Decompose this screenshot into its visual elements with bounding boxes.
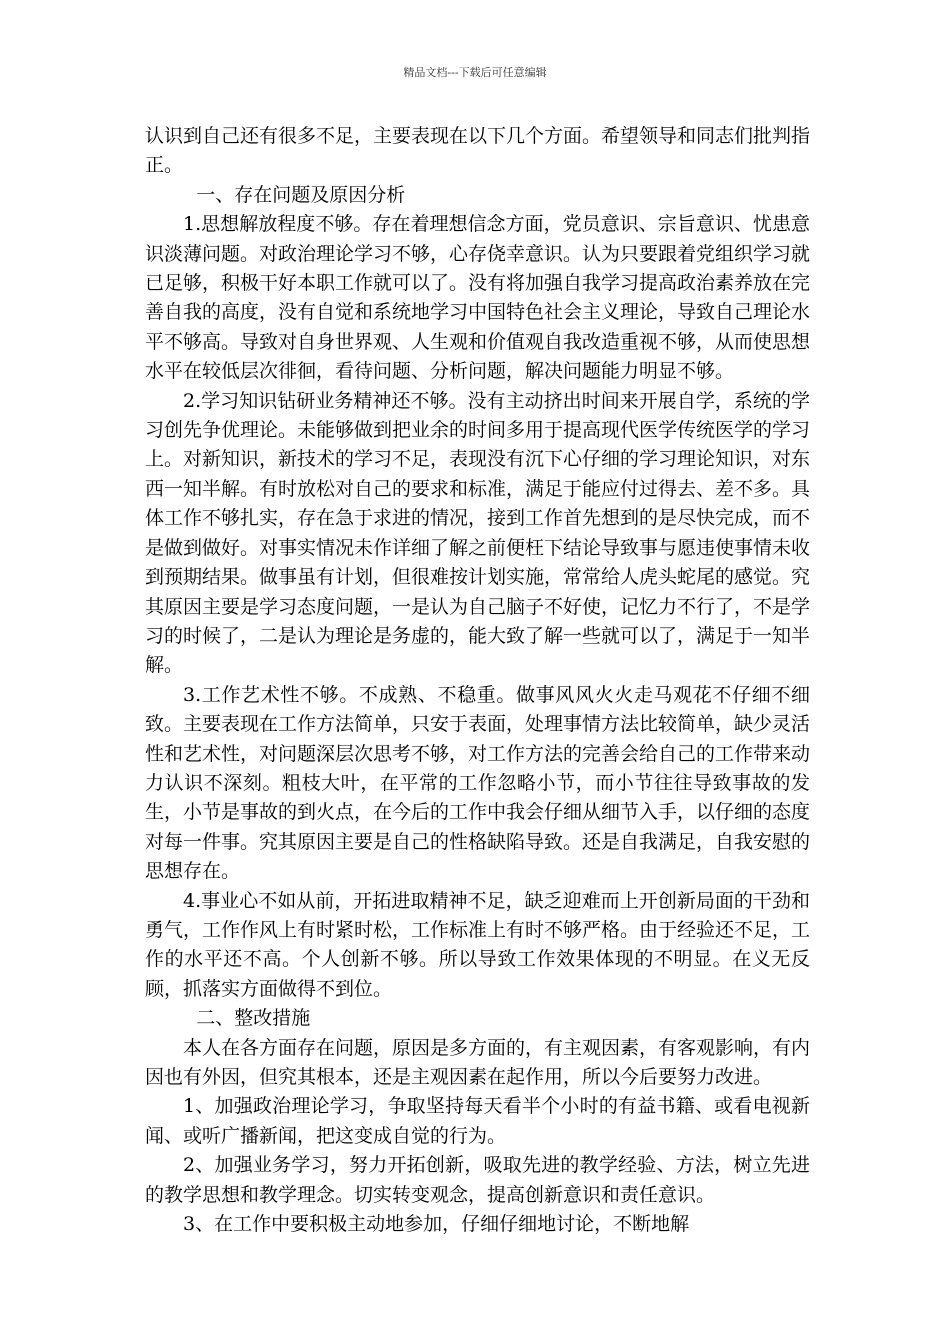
paragraph-problem-2: 2.学习知识钻研业务精神还不够。没有主动挤出时间来开展自学，系统的学习创先争优理论。未能够做到把业余的时间多用于提高现代医学传统医学的学习上。对新知识，新技术的学习不足，表现没有沉下心仔细的学习理论知识，对东西一知半解。有时放松对自己的要求和标准，满足于能应付过得去、差不多。具体工作不够扎实，存在急于求进的情况，接到工作首先想到的是尽快完成，而不是做到做好。对事实情况未作详细了解之前便枉下结论导致事与愿违使事情未收到预期结果。做事虽有计划，但很难按计划实施，常常给人虎头蛇尾的感觉。究其原因主要是学习态度问题，一是认为自己脑子不好使，记忆力不行了，不是学习的时候了，二是认为理论是务虚的，能大致了解一些就可以了，满足于一知半解。 [145,389,811,677]
paragraph-measure-3: 3、在工作中要积极主动地参加，仔细仔细地讨论，不断地解 [183,1213,690,1236]
paragraph-problem-4: 4.事业心不如从前，开拓进取精神不足，缺乏迎难而上开创新局面的干劲和勇气，工作作风上有时紧时松，工作标准上有时不够严格。由于经验还不足，工作的水平还不高。个人创新不够。所以导致工作效果体现的不明显。在义无反顾，抓落实方面做得不到位。 [145,889,811,1000]
section-heading-measures: 二、整改措施 [196,1007,311,1030]
paragraph-problem-1: 1.思想解放程度不够。存在着理想信念方面，党员意识、宗旨意识、忧患意识淡薄问题。对政治理论学习不够，心存侥幸意识。认为只要跟着党组织学习就已足够，积极干好本职工作就可以了。没有将加强自我学习提高政治素养放在完善自我的高度，没有自觉和系统地学习中国特色社会主义理论，导致自己理论水平不够高。导致对自身世界观、人生观和价值观自我改造重视不够，从而使思想水平在较低层次徘徊，看待问题、分析问题，解决问题能力明显不够。 [145,213,811,383]
paragraph-measure-1: 1、加强政治理论学习，争取坚持每天看半个小时的有益书籍、或看电视新闻、或听广播新闻，把这变成自觉的行为。 [145,1095,810,1147]
paragraph-measure-2: 2、加强业务学习，努力开拓创新，吸取先进的教学经验、方法，树立先进的教学思想和教学理念。切实转变观念，提高创新意识和责任意识。 [145,1154,810,1206]
paragraph-measures-intro: 本人在各方面存在问题，原因是多方面的，有主观因素，有客观影响，有内因也有外因，但究其根本，还是主观因素在起作用，所以今后要努力改进。 [145,1036,811,1088]
document-body [145,122,810,1239]
paragraph-problem-3: 3.工作艺术性不够。不成熟、不稳重。做事风风火火走马观花不仔细不细致。主要表现在工作方法简单，只安于表面，处理事情方法比较简单，缺少灵活性和艺术性，对问题深层次思考不够，对工作方法的完善会给自己的工作带来动力认识不深刻。粗枝大叶，在平常的工作忽略小节，而小节往往导致事故的发生，小节是事故的到火点，在今后的工作中我会仔细从细节入手，以仔细的态度对每一件事。究其原因主要是自己的性格缺陷导致。还是自我满足，自我安慰的思想存在。 [145,683,811,883]
section-heading-problems: 一、存在问题及原因分析 [196,183,406,206]
page-header: 精品文档---下载后可任意编辑 [403,66,547,79]
paragraph-intro: 认识到自己还有很多不足，主要表现在以下几个方面。希望领导和同志们批判指正。 [145,125,811,177]
